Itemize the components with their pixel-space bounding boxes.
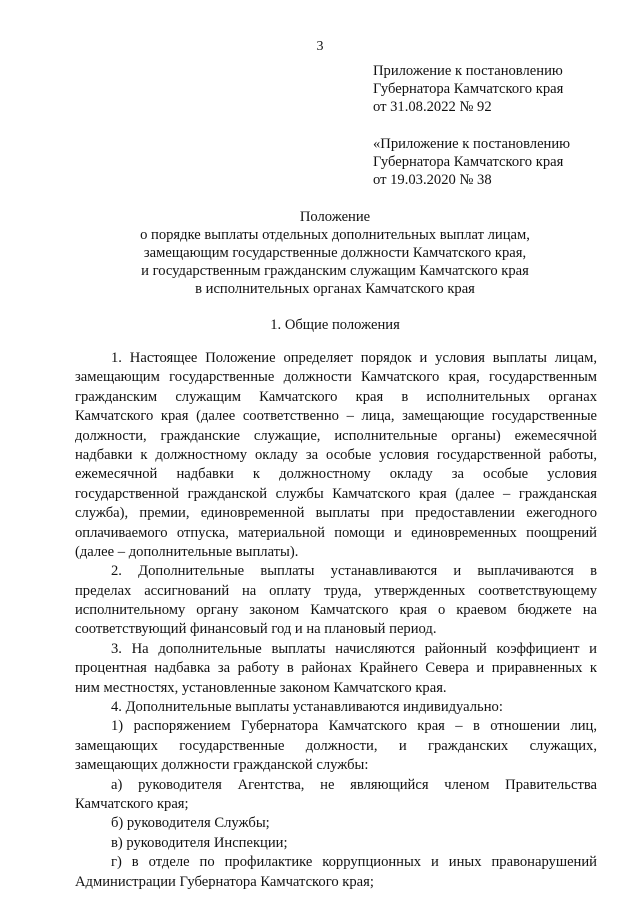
body-line: 4. Дополнительные выплаты устанавливаются индивидуально: bbox=[111, 699, 503, 716]
body-line: Камчатского края (далее соответственно – лица, замещающие государственные bbox=[75, 408, 597, 425]
body-line: замещающим государственные должности Камчатского края, государственным bbox=[75, 369, 597, 386]
title-line: в исполнительных органах Камчатского края bbox=[195, 281, 475, 297]
body-line: надбавки к должностному окладу за особые условия государственной работы, bbox=[75, 446, 597, 463]
body-line: а) руководителя Агентства, не являющийся членом Правительства bbox=[111, 776, 597, 793]
body-line: 2. Дополнительные выплаты устанавливаются и выплачиваются в bbox=[111, 563, 597, 580]
appendix-original-line: «Приложение к постановлению bbox=[373, 136, 571, 152]
appendix-current-line: от 31.08.2022 № 92 bbox=[373, 99, 492, 115]
body-line: оплачиваемого отпуска, материальной помощи и единовременных поощрений bbox=[75, 524, 597, 541]
body-line: пределах ассигнований на оплату труда, утвержденных соответствующему bbox=[75, 582, 597, 599]
section-heading: 1. Общие положения bbox=[270, 317, 400, 333]
appendix-current-line: Приложение к постановлению bbox=[373, 63, 563, 79]
body-line: Камчатского края; bbox=[75, 795, 189, 812]
appendix-current-header bbox=[373, 62, 623, 116]
body-line: замещающих государственные должности, и гражданских служащих, bbox=[75, 737, 597, 754]
body-line: Администрации Губернатора Камчатского края; bbox=[75, 873, 374, 890]
body-line: исполнительному органу законом Камчатского края о краевом бюджете на bbox=[75, 602, 597, 619]
body-line: в) руководителя Инспекции; bbox=[111, 834, 288, 851]
appendix-original-header bbox=[373, 135, 623, 189]
body-line: 1) распоряжением Губернатора Камчатского края – в отношении лиц, bbox=[111, 718, 597, 735]
appendix-original-line: Губернатора Камчатского края bbox=[373, 154, 564, 170]
title-line: о порядке выплаты отдельных дополнительных выплат лицам, bbox=[140, 227, 530, 243]
page-number: 3 bbox=[316, 39, 324, 54]
document-title bbox=[60, 208, 610, 298]
body-line: ним местностях, установленные законом Камчатского края. bbox=[75, 679, 447, 696]
body-line: процентная надбавка за работу в районах Крайнего Севера и приравненных к bbox=[75, 660, 597, 677]
body-line: государственной гражданской службы Камчатского края (далее – гражданская bbox=[75, 485, 597, 502]
title-line: замещающим государственные должности Камчатского края, bbox=[143, 245, 527, 261]
appendix-original-line: от 19.03.2020 № 38 bbox=[373, 172, 492, 188]
body-line: г) в отделе по профилактике коррупционных и иных правонарушений bbox=[111, 854, 597, 871]
body-line: замещающих должности гражданской службы: bbox=[75, 757, 369, 774]
body-line: б) руководителя Службы; bbox=[111, 815, 270, 832]
body-line: (далее – дополнительные выплаты). bbox=[75, 543, 299, 560]
body-line: служба), премии, единовременной выплаты при предоставлении ежегодного bbox=[75, 505, 597, 522]
body-line: соответствующий финансовый год и на плановый период. bbox=[75, 621, 437, 638]
body-line: должности, гражданские служащие, исполнительные органы) ежемесячной bbox=[75, 427, 597, 444]
body-line: 1. Настоящее Положение определяет порядок и условия выплаты лицам, bbox=[111, 350, 597, 366]
appendix-current-line: Губернатора Камчатского края bbox=[373, 81, 564, 97]
title-line: и государственным гражданским служащим Камчатского края bbox=[141, 263, 529, 279]
body-line: ежемесячной надбавки к должностному окладу за особые условия bbox=[75, 466, 597, 483]
body-line: 3. На дополнительные выплаты начисляются районный коэффициент и bbox=[111, 640, 597, 657]
body-line: гражданским служащим Камчатского края в исполнительных органах bbox=[75, 388, 597, 405]
title-line: Положение bbox=[299, 209, 371, 225]
body-text bbox=[75, 349, 597, 892]
